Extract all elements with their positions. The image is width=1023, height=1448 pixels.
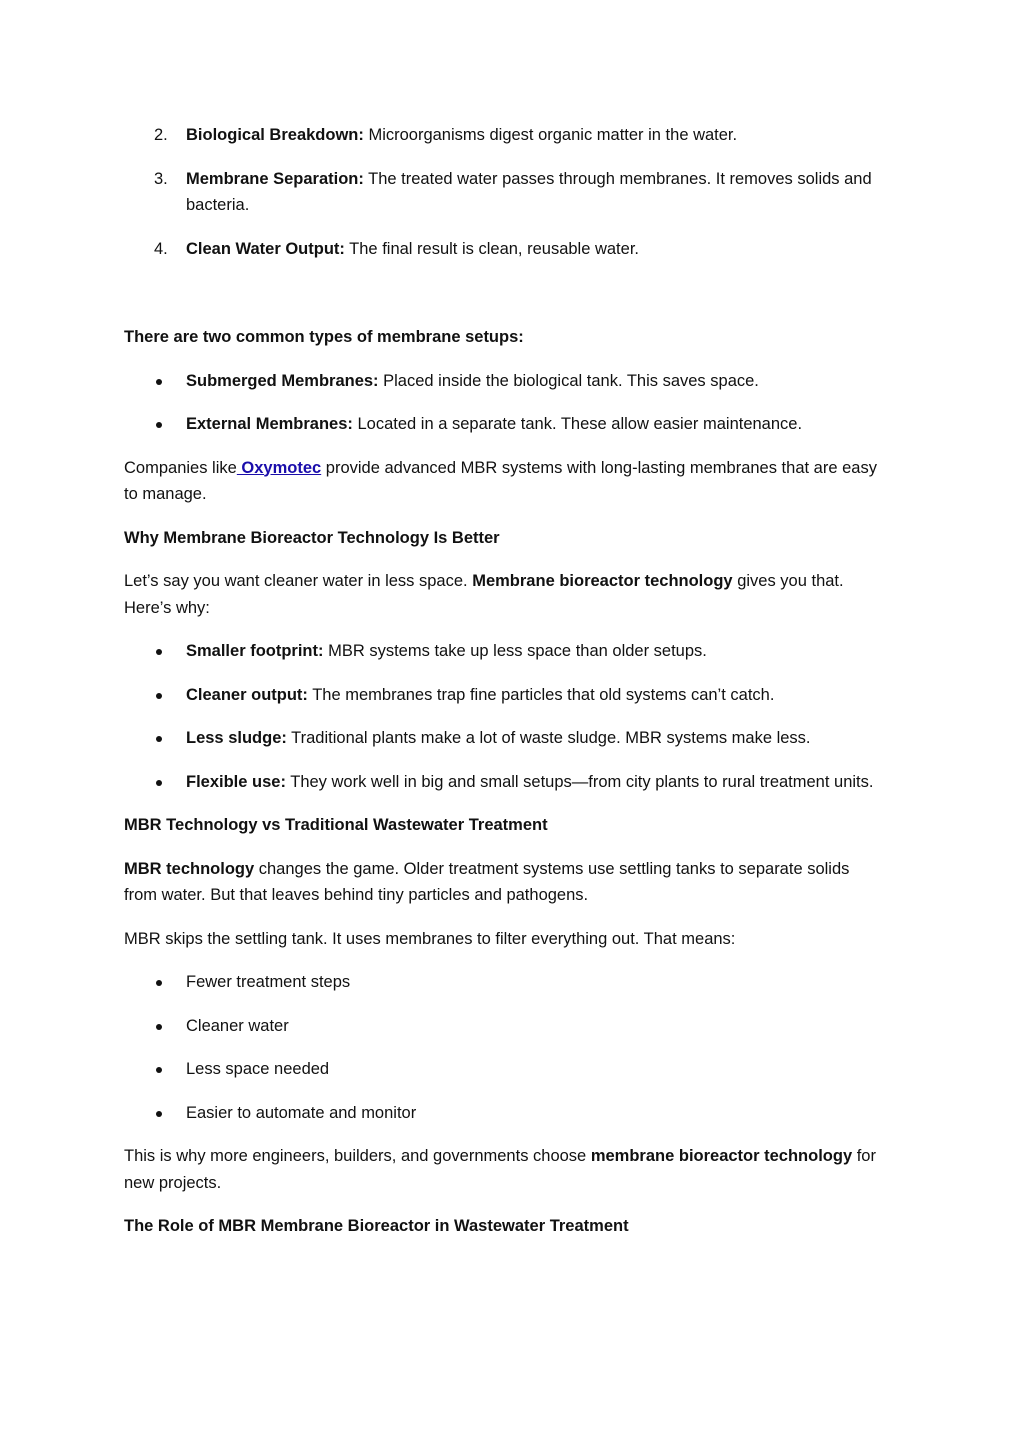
bullet-icon bbox=[156, 422, 162, 428]
choose-paragraph bbox=[124, 1143, 884, 1196]
heading-text: MBR Technology vs Traditional Wastewater Treatment bbox=[124, 816, 548, 834]
bullet-list-item bbox=[124, 1056, 884, 1083]
para-text: provide advanced MBR systems with long-lasting membranes that are easy to manage. bbox=[124, 458, 877, 503]
companies-paragraph bbox=[124, 455, 884, 508]
bullet-list-item bbox=[124, 682, 884, 709]
item-text: Microorganisms digest organic matter in the water. bbox=[363, 126, 738, 144]
item-text: Cleaner water bbox=[186, 1016, 289, 1035]
para-text: This is why more engineers, builders, and governments choose bbox=[124, 1147, 591, 1165]
item-term: External Membranes: bbox=[186, 415, 353, 433]
bullet-list-item bbox=[124, 769, 884, 796]
heading-text: The Role of MBR Membrane Bioreactor in Wastewater Treatment bbox=[124, 1217, 629, 1235]
para-text: Let’s say you want cleaner water in less space. bbox=[124, 572, 473, 590]
para-text: gives you that. Here’s why: bbox=[124, 572, 844, 617]
para-bold: membrane bioreactor technology bbox=[590, 1147, 853, 1165]
item-text: They work well in big and small setups—from city plants to rural treatment units. bbox=[285, 772, 874, 791]
document-page bbox=[124, 122, 884, 1240]
para-text: changes the game. Older treatment systems use settling tanks to separate solids from water. But that leaves behind tiny particles and pathogens. bbox=[124, 859, 850, 904]
section-heading bbox=[124, 324, 884, 351]
vs-paragraph bbox=[124, 856, 884, 909]
item-term: Membrane Separation: bbox=[186, 169, 364, 188]
skip-paragraph: MBR skips the settling tank. It uses membranes to filter everything out. That means: bbox=[124, 929, 736, 948]
item-text: Less space needed bbox=[186, 1060, 330, 1078]
list-number: 4. bbox=[154, 239, 168, 258]
item-text: Located in a separate tank. These allow easier maintenance. bbox=[352, 415, 803, 433]
item-text: The membranes trap fine particles that old systems can’t catch. bbox=[307, 685, 775, 704]
oxymotec-link[interactable]: Oxymotec bbox=[236, 458, 322, 477]
list-number: 3. bbox=[154, 169, 168, 188]
bullet-icon bbox=[156, 1067, 162, 1073]
bullet-icon bbox=[156, 1111, 162, 1117]
item-text: The treated water passes through membranes. It removes solids and bacteria. bbox=[186, 169, 872, 214]
item-text: Easier to automate and monitor bbox=[186, 1103, 417, 1122]
bullet-icon bbox=[156, 649, 162, 655]
bullet-list-item bbox=[124, 411, 884, 438]
item-text: MBR systems take up less space than older setups. bbox=[323, 642, 707, 660]
item-text: The final result is clean, reusable water. bbox=[344, 239, 639, 258]
bullet-list-item bbox=[124, 725, 884, 752]
item-term: Submerged Membranes: bbox=[186, 371, 379, 390]
bullet-icon bbox=[156, 736, 162, 742]
why-paragraph bbox=[124, 568, 884, 621]
item-text: Traditional plants make a lot of waste sludge. MBR systems make less. bbox=[286, 729, 811, 747]
bullet-list-item bbox=[124, 638, 884, 665]
item-term: Clean Water Output: bbox=[186, 239, 345, 258]
bullet-icon bbox=[156, 379, 162, 385]
section-heading bbox=[124, 525, 884, 552]
bullet-icon bbox=[156, 1024, 162, 1030]
bullet-icon bbox=[156, 780, 162, 786]
bullet-list-item bbox=[124, 969, 884, 996]
bullet-icon bbox=[156, 693, 162, 699]
item-term: Cleaner output: bbox=[186, 685, 308, 704]
bullet-list-item bbox=[124, 1100, 884, 1127]
item-term: Less sludge: bbox=[186, 729, 287, 747]
heading-text: There are two common types of membrane setups: bbox=[124, 328, 524, 346]
bullet-icon bbox=[156, 980, 162, 986]
bullet-list-item bbox=[124, 1013, 884, 1040]
para-text: for new projects. bbox=[124, 1147, 876, 1192]
para-bold: MBR technology bbox=[124, 859, 255, 878]
item-text: Fewer treatment steps bbox=[186, 973, 351, 991]
bullet-list-item bbox=[124, 368, 884, 395]
item-term: Smaller footprint: bbox=[186, 642, 324, 660]
ordered-list-item bbox=[124, 166, 884, 219]
section-heading bbox=[124, 812, 884, 839]
list-number: 2. bbox=[154, 126, 168, 144]
item-text: Placed inside the biological tank. This saves space. bbox=[378, 371, 759, 390]
para-text: Companies like bbox=[124, 458, 237, 477]
ordered-list-item bbox=[124, 236, 884, 263]
para-bold: Membrane bioreactor technology bbox=[472, 572, 733, 590]
ordered-list-item bbox=[124, 122, 884, 149]
item-term: Flexible use: bbox=[186, 772, 286, 791]
section-heading bbox=[124, 1213, 884, 1240]
heading-text: Why Membrane Bioreactor Technology Is Better bbox=[124, 528, 500, 547]
item-term: Biological Breakdown: bbox=[186, 126, 364, 144]
